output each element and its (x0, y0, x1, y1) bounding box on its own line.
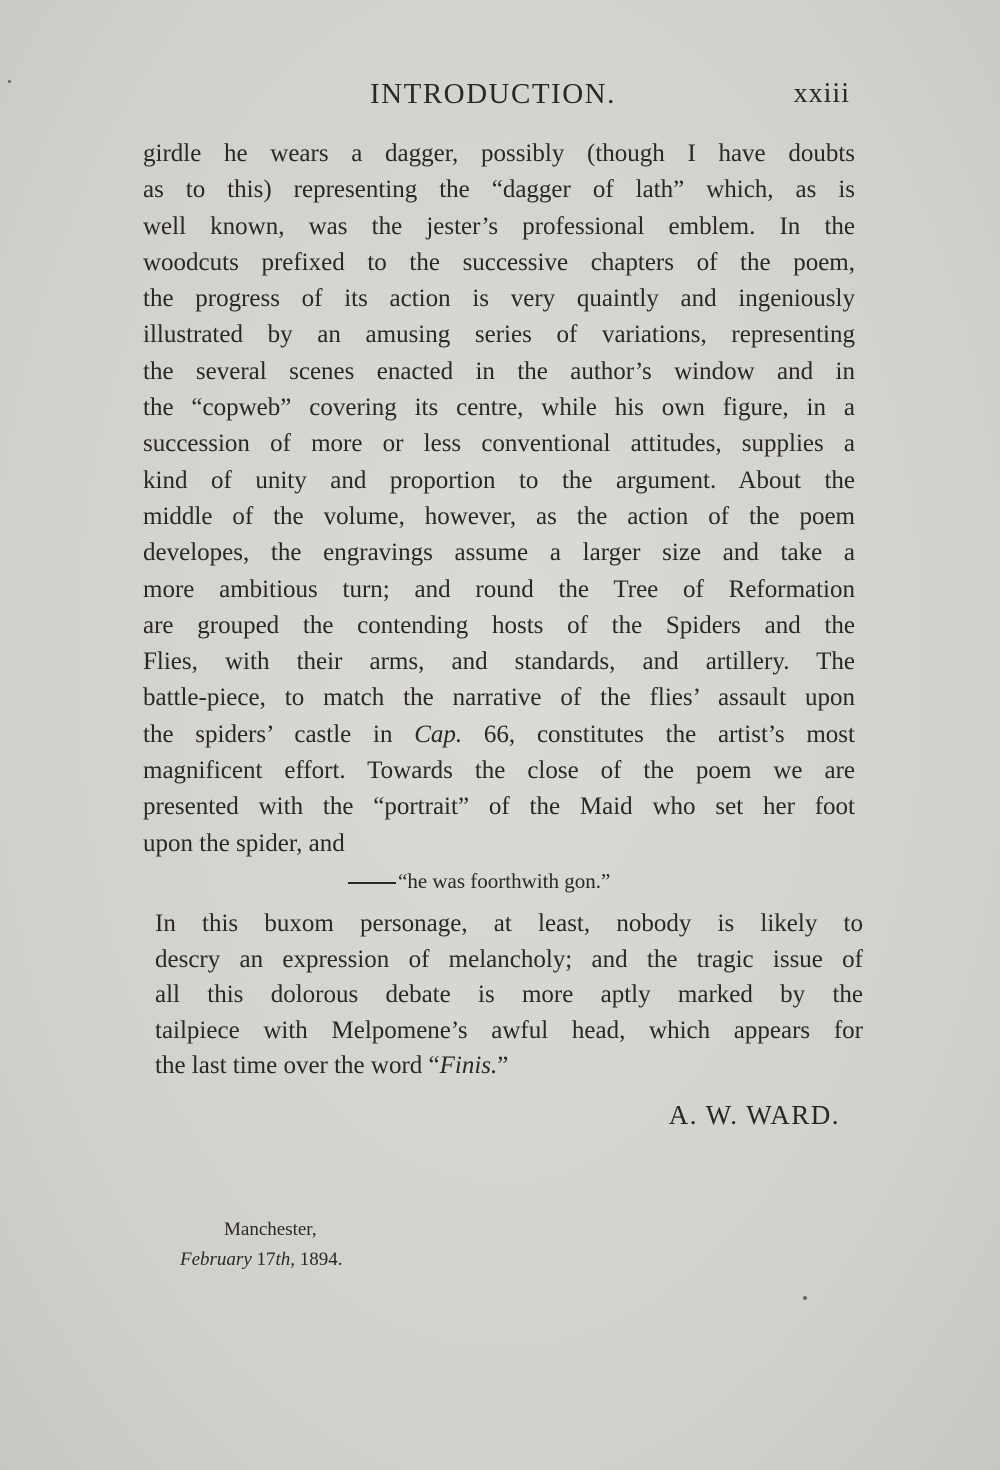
text-run: ” (497, 1052, 509, 1079)
verse-quotation (348, 866, 610, 896)
dateline (180, 1215, 343, 1275)
dateline-day: 17 (256, 1249, 276, 1270)
paper-speck (8, 80, 11, 83)
text-line: more ambitious turn; and round the Tree of Reformation (143, 575, 855, 603)
text-line: illustrated by an amusing series of variations, representing (143, 321, 855, 349)
text-line: battle-piece, to match the narrative of the flies’ assault upon (143, 684, 855, 712)
text-line: the several scenes enacted in the author’s window and in (143, 357, 855, 385)
dateline-place: Manchester, (224, 1219, 317, 1240)
text-run: 66, constitutes the artist’s most (462, 720, 855, 748)
text-line: descry an expression of melancholy; and the tragic issue of (155, 945, 863, 973)
paragraph-2 (155, 906, 863, 1084)
text-line: the progress of its action is very quaintly and ingeniously (143, 285, 855, 313)
text-line: girdle he wears a dagger, possibly (though I have doubts (143, 140, 855, 167)
running-title: INTRODUCTION. (370, 78, 616, 110)
text-line: upon the spider, and (143, 829, 345, 857)
text-line: tailpiece with Melpomene’s awful head, which appears for (155, 1016, 863, 1044)
text-line: middle of the volume, however, as the action of the poem (143, 502, 855, 530)
paragraph-1 (143, 136, 855, 862)
text-line: succession of more or less conventional attitudes, supplies a (143, 430, 855, 458)
dateline-year: 1894. (299, 1249, 343, 1270)
text-line: Flies, with their arms, and standards, and artillery. The (143, 648, 855, 676)
paper-speck (803, 1296, 807, 1300)
text-line: kind of unity and proportion to the argument. About the (143, 466, 855, 494)
text-line: all this dolorous debate is more aptly marked by the (155, 981, 863, 1008)
text-line: are grouped the contending hosts of the Spiders and the (143, 611, 855, 639)
page-number: xxiii (793, 78, 850, 109)
italic-word: Finis. (439, 1052, 498, 1079)
text-line-last (155, 1048, 863, 1084)
text-line: magnificent effort. Towards the close of the poem we are (143, 757, 855, 785)
text-line: developes, the engravings assume a larger size and take a (143, 539, 855, 567)
text-line (143, 717, 855, 753)
text-line: presented with the “portrait” of the Maid who set her foot (143, 793, 855, 821)
quotation-text: “he was foorthwith gon.” (398, 869, 611, 893)
text-line: In this buxom personage, at least, nobody is likely to (155, 910, 863, 937)
dateline-month: February (180, 1249, 252, 1270)
author-signature: A. W. WARD. (668, 1100, 840, 1130)
text-line: as to this) representing the “dagger of lath” which, as is (143, 176, 855, 204)
text-run: the spiders’ castle in (143, 720, 415, 748)
em-rule (348, 882, 396, 884)
text-run: the last time over the word “ (155, 1052, 440, 1079)
text-line: well known, was the jester’s professional emblem. In the (143, 212, 855, 240)
running-head (140, 78, 850, 114)
text-line: the “copweb” covering its centre, while his own figure, in a (143, 394, 855, 422)
dateline-ordinal: th, (275, 1249, 296, 1270)
dateline-date (180, 1245, 343, 1275)
text-line: woodcuts prefixed to the successive chapters of the poem, (143, 248, 855, 276)
italic-word: Cap. (414, 720, 463, 748)
